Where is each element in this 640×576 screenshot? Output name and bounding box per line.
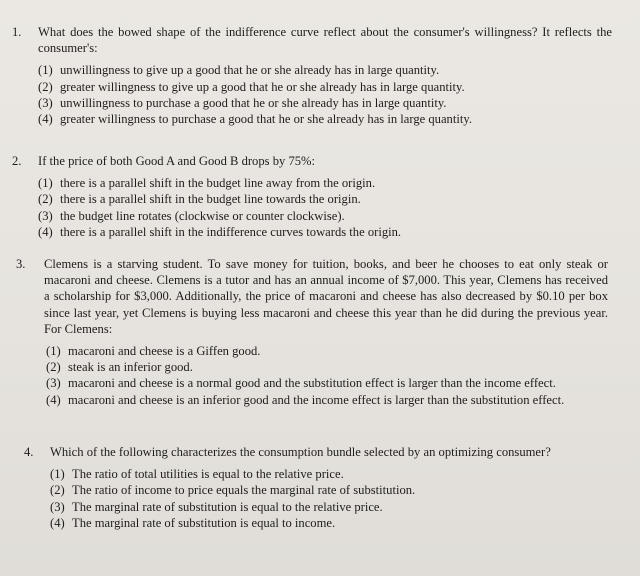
answer-option-4 (38, 111, 612, 127)
answer-option-3 (46, 375, 608, 391)
option-number: (1) (46, 344, 61, 359)
option-number: (2) (38, 192, 53, 207)
question-1 (12, 24, 612, 127)
option-text: there is a parallel shift in the indifference curves towards the origin. (60, 224, 402, 239)
option-text: macaroni and cheese is a Giffen good. (68, 344, 261, 359)
option-number: (4) (50, 515, 65, 530)
question-4 (24, 444, 608, 531)
answer-option-2 (50, 482, 608, 498)
option-text: The ratio of total utilities is equal to the relative price. (72, 467, 344, 482)
option-number: (4) (46, 392, 61, 407)
question-text: What does the bowed shape of the indifference curve reflect about the consumer's willingness? It reflects the consumer's: (38, 25, 612, 56)
option-text: The marginal rate of substitution is equal to income. (72, 515, 336, 530)
option-number: (1) (38, 176, 53, 191)
option-number: (4) (38, 224, 53, 239)
answer-option-1 (38, 62, 612, 78)
answer-option-3 (50, 499, 608, 515)
option-number: (1) (38, 63, 53, 78)
option-text: unwillingness to give up a good that he or she already has in large quantity. (60, 63, 440, 78)
option-number: (2) (38, 79, 53, 94)
question-number: 4. (24, 445, 34, 459)
question-number: 3. (16, 257, 26, 271)
answer-option-2 (38, 191, 612, 207)
option-number: (2) (50, 483, 65, 498)
option-number: (3) (38, 208, 53, 223)
question-2 (12, 153, 612, 240)
question-number: 2. (12, 154, 22, 168)
option-text: steak is an inferior good. (68, 360, 193, 375)
answer-option-3 (38, 208, 612, 224)
question-text: Clemens is a starving student. To save money for tuition, books, and beer he chooses to eat only steak or macaroni and cheese. Clemens is a tutor and has an annual income of $7,000. This year, Clemens has received a scholarship for $3,000. Additionally, the price of macaroni and cheese has also decreased by $0.10 per box since last year, yet Clemens is buying less macaroni and cheese this year than he did during the previous year. For Clemens: (44, 257, 608, 336)
answer-option-2 (46, 359, 608, 375)
question-text: Which of the following characterizes the consumption bundle selected by an optimizing consumer? (50, 445, 551, 459)
option-text: greater willingness to give up a good that he or she already has in large quantity. (60, 79, 465, 94)
answer-option-2 (38, 79, 612, 95)
answer-options (50, 466, 608, 531)
question-text: If the price of both Good A and Good B drops by 75%: (38, 154, 316, 168)
answer-options (38, 175, 612, 240)
answer-options (46, 343, 608, 408)
question-number: 1. (12, 25, 22, 39)
option-text: The ratio of income to price equals the marginal rate of substitution. (72, 483, 416, 498)
answer-option-3 (38, 95, 612, 111)
option-number: (1) (50, 467, 65, 482)
answer-option-1 (50, 466, 608, 482)
question-3 (16, 256, 608, 408)
option-text: macaroni and cheese is an inferior good and the income effect is larger than the substitution effect. (68, 392, 565, 407)
option-text: The marginal rate of substitution is equal to the relative price. (72, 499, 383, 514)
option-number: (3) (50, 499, 65, 514)
answer-option-1 (38, 175, 612, 191)
option-text: greater willingness to purchase a good that he or she already has in large quantity. (60, 112, 472, 127)
option-text: the budget line rotates (clockwise or counter clockwise). (60, 208, 345, 223)
option-number: (4) (38, 112, 53, 127)
option-number: (2) (46, 360, 61, 375)
answer-option-4 (38, 224, 612, 240)
option-text: there is a parallel shift in the budget line away from the origin. (60, 176, 376, 191)
option-text: there is a parallel shift in the budget line towards the origin. (60, 192, 361, 207)
answer-option-1 (46, 343, 608, 359)
option-text: macaroni and cheese is a normal good and the substitution effect is larger than the income effect. (68, 376, 556, 391)
answer-options (38, 62, 612, 127)
answer-option-4 (50, 515, 608, 531)
option-number: (3) (46, 376, 61, 391)
option-text: unwillingness to purchase a good that he or she already has in large quantity. (60, 95, 447, 110)
answer-option-4 (46, 392, 608, 408)
option-number: (3) (38, 95, 53, 110)
